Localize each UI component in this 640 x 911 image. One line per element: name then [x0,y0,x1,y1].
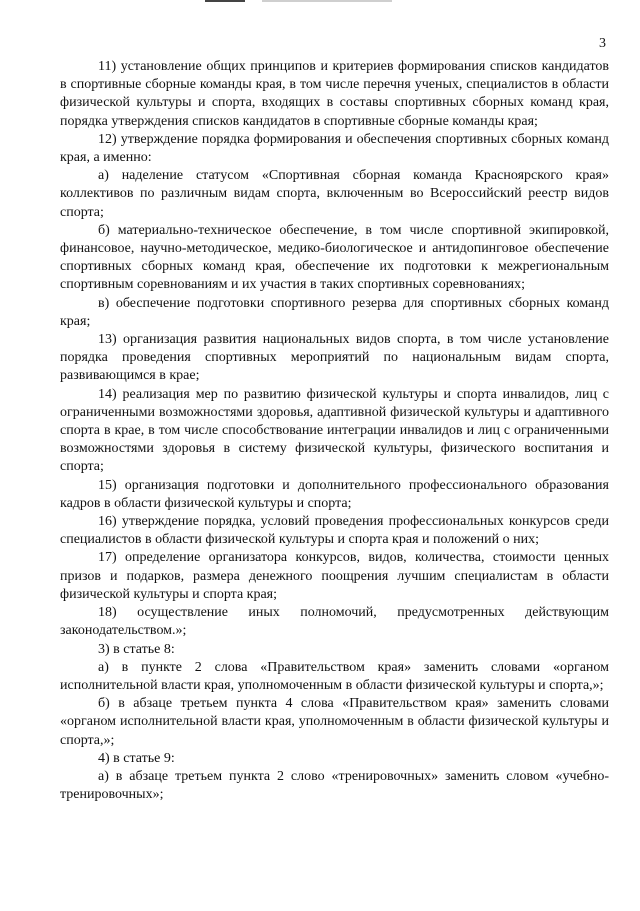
paragraph-item-13: 13) организация развития национальных видов спорта, в том числе установление порядка проведения спортивных мероприятий по национальным видам спорта, развивающимся в крае; [60,332,609,384]
paragraph-article-8-b: б) в абзаце третьем пункта 4 слова «Правительством края» заменить словами «органом исполнительной власти края, уполномоченным в области физической культуры и спорта,»; [60,696,609,748]
paragraph-item-17: 17) определение организатора конкурсов, видов, количества, стоимости ценных призов и подарков, размера денежного поощрения лучшим специалистам в области физической культуры и спорта края; [60,550,609,602]
document-body [60,58,609,804]
paragraph-subitem-a: а) наделение статусом «Спортивная сборная команда Красноярского края» коллективов по различным видам спорта, включенным во Всероссийский реестр видов спорта; [60,168,609,220]
paragraph-article-9-heading: 4) в статье 9: [98,750,175,766]
paragraph-subitem-b: б) материально-техническое обеспечение, в том числе спортивной экипировкой, финансовое, научно-методическое, медико-биологическое и антидопинговое обеспечение спортивных сборных команд края, обеспечение их подготовки к межрегиональным спортивным соревнованиям и их участия в таких спортивных соревнованиях; [60,222,609,293]
paragraph-item-16: 16) утверждение порядка, условий проведения профессиональных конкурсов среди специалистов в области физической культуры и спорта края и положений о них; [60,514,609,548]
paragraph-subitem-v: в) обеспечение подготовки спортивного резерва для спортивных сборных команд края; [60,295,609,329]
paragraph-item-11: 11) установление общих принципов и критериев формирования списков кандидатов в спортивные сборные команды края, в том числе перечня ученых, специалистов в области физической культуры и спорта, входящих в составы спортивных сборных команд края, порядка утверждения списков кандидатов в спортивные сборные команды края; [60,59,609,129]
paragraph-item-12: 12) утверждение порядка формирования и обеспечения спортивных сборных команд края, а именно: [60,131,609,166]
scan-artifact-faint [262,0,392,2]
paragraph-article-8-heading: 3) в статье 8: [98,641,175,657]
paragraph-article-9-a: а) в абзаце третьем пункта 2 слово «тренировочных» заменить словом «учебно-тренировочных»; [60,768,609,803]
scan-artifact-mark [205,0,245,2]
paragraph-item-15: 15) организация подготовки и дополнительного профессионального образования кадров в области физической культуры и спорта; [60,477,609,511]
paragraph-item-14: 14) реализация мер по развитию физической культуры и спорта инвалидов, лиц с ограниченными возможностями здоровья, адаптивной физической культуры и адаптивного спорта в крае, в том числе способствование интеграции инвалидов и лиц с ограниченными возможностями здоровья в систему физической культуры, физического воспитания и спорта; [60,386,609,475]
page-number: 3 [599,36,606,51]
paragraph-item-18: 18) осуществление иных полномочий, предусмотренных действующим законодательством.»; [60,605,609,639]
paragraph-article-8-a: а) в пункте 2 слова «Правительством края» заменить словами «органом исполнительной власти края, уполномоченным в области физической культуры и спорта,»; [60,659,609,693]
